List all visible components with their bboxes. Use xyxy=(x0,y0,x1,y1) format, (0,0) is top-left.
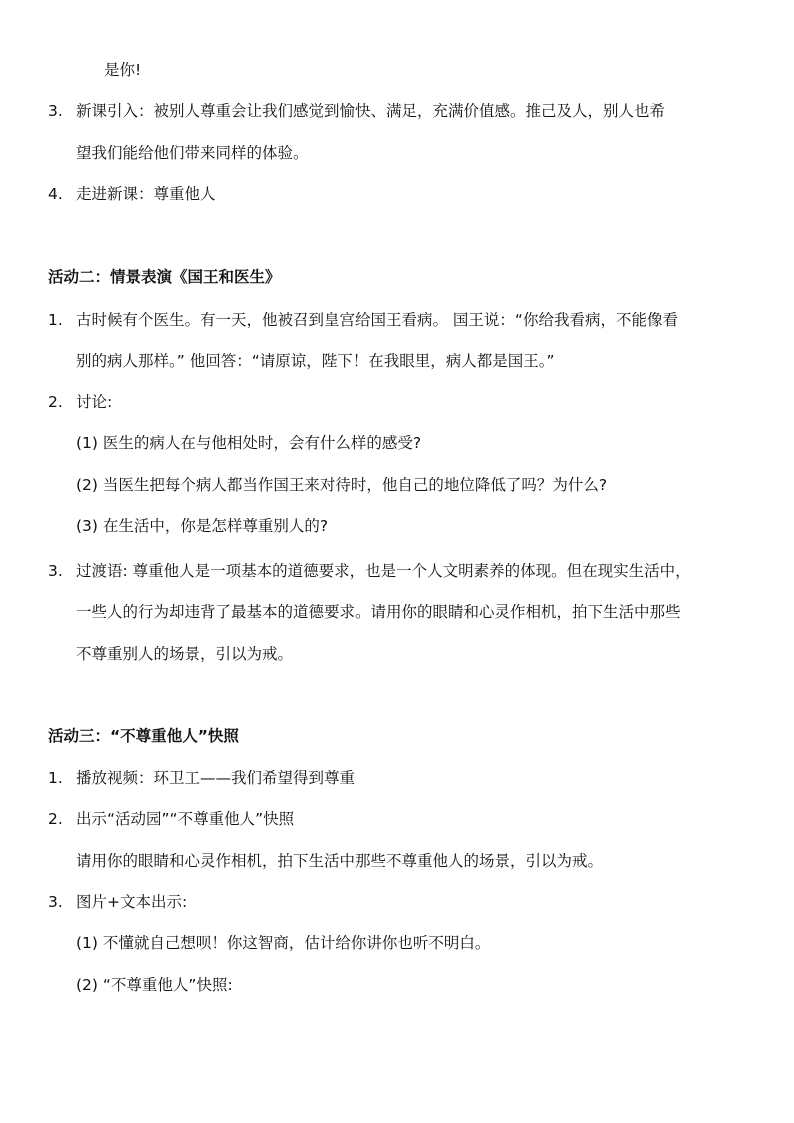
item-label: 讨论: xyxy=(76,393,113,411)
paragraph-line: 过渡语: 尊重他人是一项基本的道德要求，也是一个人文明素养的体现。但在现实生活中， xyxy=(76,562,691,580)
paragraph-line: 请用你的眼睛和心灵作相机，拍下生活中那些不尊重他人的场景，引以为戒。 xyxy=(76,852,604,870)
paragraph-line: 一些人的行为却违背了最基本的道德要求。请用你的眼睛和心灵作相机，拍下生活中那些 xyxy=(76,603,681,621)
paragraph-line: 播放视频：环卫工——我们希望得到尊重 xyxy=(76,769,356,787)
paragraph-line: 走进新课：尊重他人 xyxy=(76,185,216,203)
paragraph-line: 新课引入：被别人尊重会让我们感觉到愉快、满足，充满价值感。推己及人，别人也希 xyxy=(76,102,666,120)
section-heading: 活动三：“不尊重他人”快照 xyxy=(48,727,239,745)
sub-item: (2) “不尊重他人”快照: xyxy=(76,976,233,994)
sub-item: (2) 当医生把每个病人都当作国王来对待时，他自己的地位降低了吗？为什么? xyxy=(76,476,608,494)
item-number: 3. xyxy=(48,562,63,580)
item-number: 1. xyxy=(48,311,63,329)
item-number: 3. xyxy=(48,102,63,120)
section-heading: 活动二：情景表演《国王和医生》 xyxy=(48,268,281,286)
sub-item: (1) 医生的病人在与他相处时，会有什么样的感受? xyxy=(76,434,422,452)
intro-tail-text: 是你! xyxy=(104,61,142,79)
paragraph-line: 别的病人那样。” 他回答：“请原谅，陛下！在我眼里，病人都是国王。” xyxy=(76,352,555,370)
item-number: 1. xyxy=(48,769,63,787)
item-number: 2. xyxy=(48,393,63,411)
item-number: 3. xyxy=(48,893,63,911)
item-number: 2. xyxy=(48,810,63,828)
paragraph-line: 不尊重别人的场景，引以为戒。 xyxy=(76,645,294,663)
item-label: 图片+文本出示: xyxy=(76,893,188,911)
item-number: 4. xyxy=(48,185,63,203)
sub-item: (1) 不懂就自己想呗！你这智商，估计给你讲你也听不明白。 xyxy=(76,934,491,952)
paragraph-line: 古时候有个医生。有一天，他被召到皇宫给国王看病。 国王说：“你给我看病，不能像看 xyxy=(76,311,678,329)
paragraph-line: 出示“活动园”“不尊重他人”快照 xyxy=(76,810,295,828)
sub-item: (3) 在生活中，你是怎样尊重别人的? xyxy=(76,517,329,535)
paragraph-line: 望我们能给他们带来同样的体验。 xyxy=(76,144,309,162)
